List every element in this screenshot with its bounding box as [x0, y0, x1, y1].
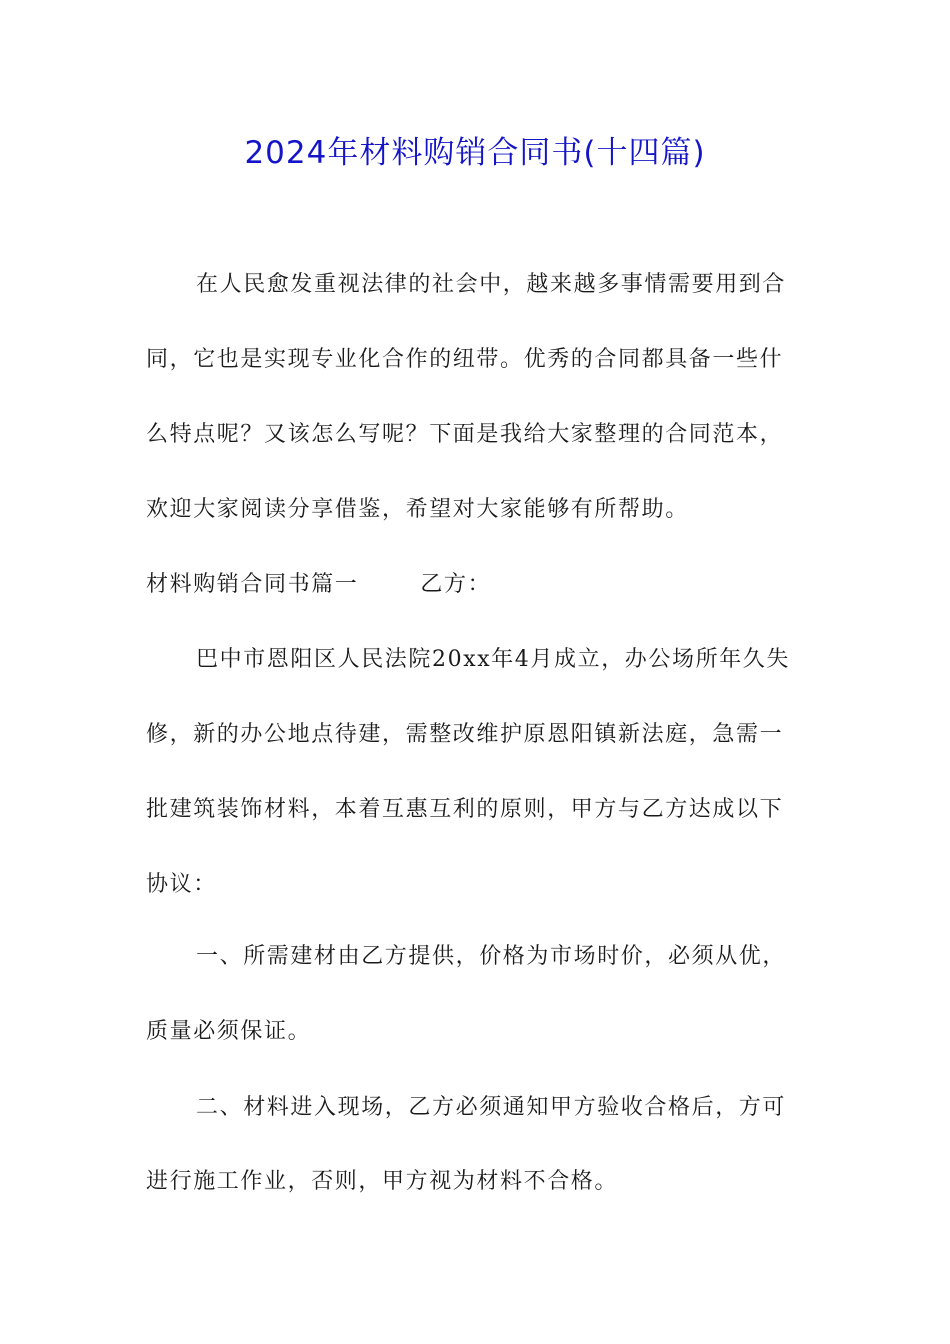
- party-b-label: 乙方：: [420, 572, 492, 597]
- section-heading: 材料购销合同书篇一: [146, 572, 359, 597]
- clause-1-line-2: 质量必须保证。: [146, 1019, 312, 1044]
- background-line-3: 批建筑装饰材料，本着互惠互利的原则，甲方与乙方达成以下: [146, 797, 784, 822]
- document-title: 2024年材料购销合同书(十四篇): [244, 135, 706, 171]
- intro-line-3: 么特点呢？又该怎么写呢？下面是我给大家整理的合同范本，: [146, 422, 784, 447]
- clause-1-line-1: 一、所需建材由乙方提供，价格为市场时价，必须从优，: [196, 944, 787, 969]
- section-heading-row: [146, 570, 816, 600]
- clause-2-line-2: 进行施工作业，否则，甲方视为材料不合格。: [146, 1169, 619, 1194]
- intro-line-4: 欢迎大家阅读分享借鉴，希望对大家能够有所帮助。: [146, 497, 689, 522]
- background-line-1: 巴中市恩阳区人民法院20xx年4月成立，办公场所年久失: [196, 647, 791, 672]
- clause-2-line-1: 二、材料进入现场，乙方必须通知甲方验收合格后，方可: [196, 1095, 787, 1120]
- intro-line-1: 在人民愈发重视法律的社会中，越来越多事情需要用到合: [196, 272, 787, 297]
- intro-line-2: 同，它也是实现专业化合作的纽带。优秀的合同都具备一些什: [146, 347, 784, 372]
- background-line-2: 修，新的办公地点待建，需整改维护原恩阳镇新法庭，急需一: [146, 722, 784, 747]
- background-line-4: 协议：: [146, 872, 217, 897]
